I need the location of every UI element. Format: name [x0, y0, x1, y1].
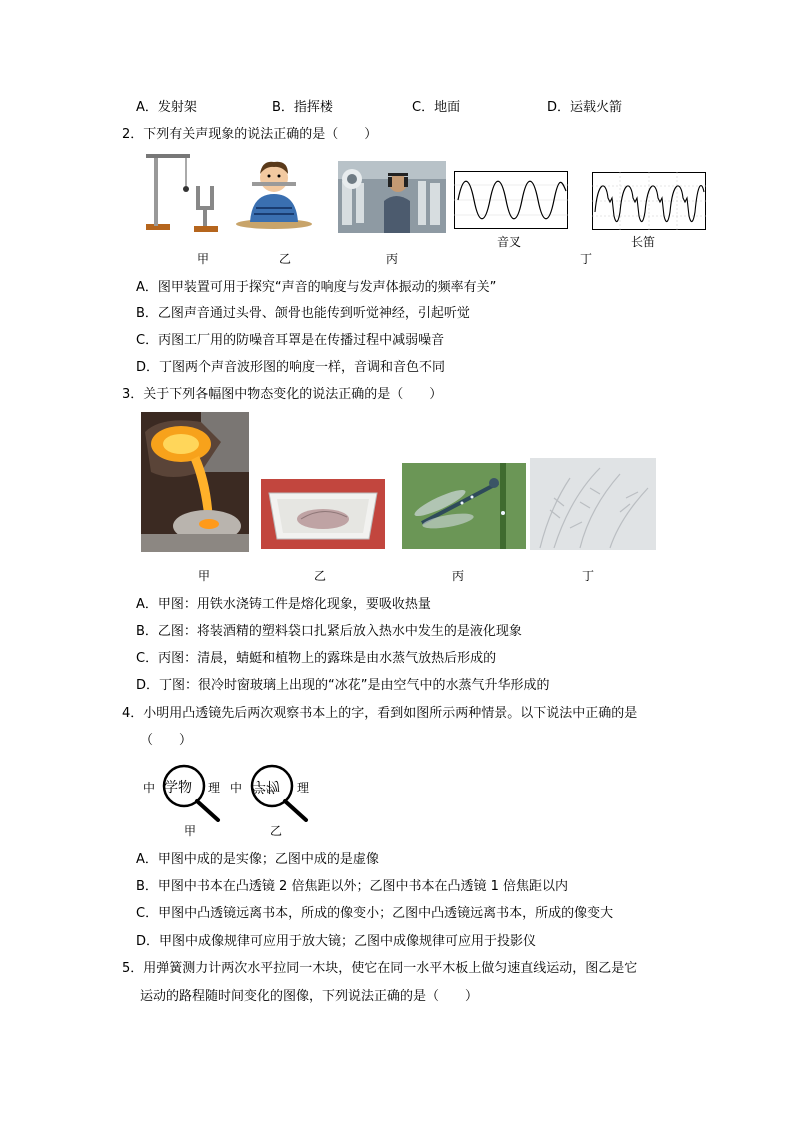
q4-stem-line2: （ ） — [140, 733, 193, 748]
q3-stem: 3．关于下列各幅图中物态变化的说法正确的是（ ） — [122, 387, 443, 402]
q3-caption-ding: 丁 — [581, 569, 594, 583]
q2-option-a: A．图甲装置可用于探究“声音的响度与发声体振动的频率有关” — [136, 280, 497, 295]
q2-option-b: B．乙图声音通过头骨、颌骨也能传到听觉神经，引起听觉 — [136, 306, 470, 321]
molten-iron-pouring-image — [141, 412, 249, 552]
lens-yi-right-char: 理 — [297, 781, 310, 795]
q4-option-c: C．甲图中凸透镜远离书本，所成的像变小；乙图中凸透镜远离书本，所成的像变大 — [136, 906, 614, 921]
q3-caption-jia: 甲 — [197, 569, 210, 583]
dragonfly-dew-image — [402, 463, 526, 549]
q1-option-c: C．地面 — [412, 100, 461, 115]
q3-option-b: B．乙图：将装酒精的塑料袋口扎紧后放入热水中发生的是液化现象 — [136, 624, 522, 639]
q2-caption-jia: 甲 — [196, 252, 209, 266]
tuning-fork-waveform — [454, 171, 568, 229]
flute-wave-label: 长笛 — [630, 235, 655, 249]
q2-option-c: C．丙图工厂用的防噪音耳罩是在传播过程中减弱噪音 — [136, 333, 445, 348]
q4-caption-jia: 甲 — [183, 824, 196, 838]
lens-yi-left-char: 中 — [230, 781, 243, 795]
q5-stem-line1: 5．用弹簧测力计两次水平拉同一木块，使它在同一水平木板上做匀速直线运动，图乙是它 — [122, 961, 638, 976]
boy-biting-rod-image — [234, 152, 314, 230]
q2-caption-yi: 乙 — [278, 252, 291, 266]
q2-stem: 2．下列有关声现象的说法正确的是（ ） — [122, 127, 378, 142]
q4-option-b: B．甲图中书本在凸透镜 2 倍焦距以外；乙图中书本在凸透镜 1 倍焦距以内 — [136, 879, 568, 894]
lens-jia-left-char: 中 — [143, 781, 156, 795]
q3-caption-bing: 丙 — [451, 569, 464, 583]
q4-caption-yi: 乙 — [269, 824, 282, 838]
q4-stem-line1: 4．小明用凸透镜先后两次观察书本上的字，看到如图所示两种情景。以下说法中正确的是 — [122, 706, 638, 721]
frost-flowers-image — [530, 458, 656, 550]
q5-stem-line2: 运动的路程随时间变化的图像，下列说法正确的是（ ） — [140, 989, 479, 1004]
q1-option-d: D．运载火箭 — [547, 100, 623, 115]
q1-option-b: B．指挥楼 — [272, 100, 333, 115]
q4-option-d: D．甲图中成像规律可应用于放大镜；乙图中成像规律可应用于投影仪 — [136, 934, 537, 949]
plastic-bag-in-tray-image — [261, 479, 385, 549]
q3-option-c: C．丙图：清晨，蜻蜓和植物上的露珠是由水蒸气放热后形成的 — [136, 651, 497, 666]
flute-waveform — [592, 172, 706, 230]
lens-yi-inverted-text: 学物 — [252, 778, 280, 794]
lens-jia-inside-text: 学物 — [164, 780, 192, 796]
q3-option-a: A．甲图：用铁水浇铸工件是熔化现象，要吸收热量 — [136, 597, 431, 612]
q2-option-d: D．丁图两个声音波形图的响度一样，音调和音色不同 — [136, 360, 446, 375]
tuning-fork-apparatus-image — [140, 150, 226, 234]
factory-worker-earmuffs-image — [338, 161, 446, 233]
q4-option-a: A．甲图中成的是实像；乙图中成的是虚像 — [136, 852, 379, 867]
q3-caption-yi: 乙 — [313, 569, 326, 583]
lens-jia-right-char: 理 — [208, 781, 221, 795]
tuning-fork-wave-label: 音叉 — [496, 235, 521, 249]
q2-caption-bing: 丙 — [385, 252, 398, 266]
q2-caption-ding: 丁 — [579, 252, 592, 266]
q1-option-a: A．发射架 — [136, 100, 197, 115]
q3-option-d: D．丁图：很冷时窗玻璃上出现的“冰花”是由空气中的水蒸气升华形成的 — [136, 678, 550, 693]
